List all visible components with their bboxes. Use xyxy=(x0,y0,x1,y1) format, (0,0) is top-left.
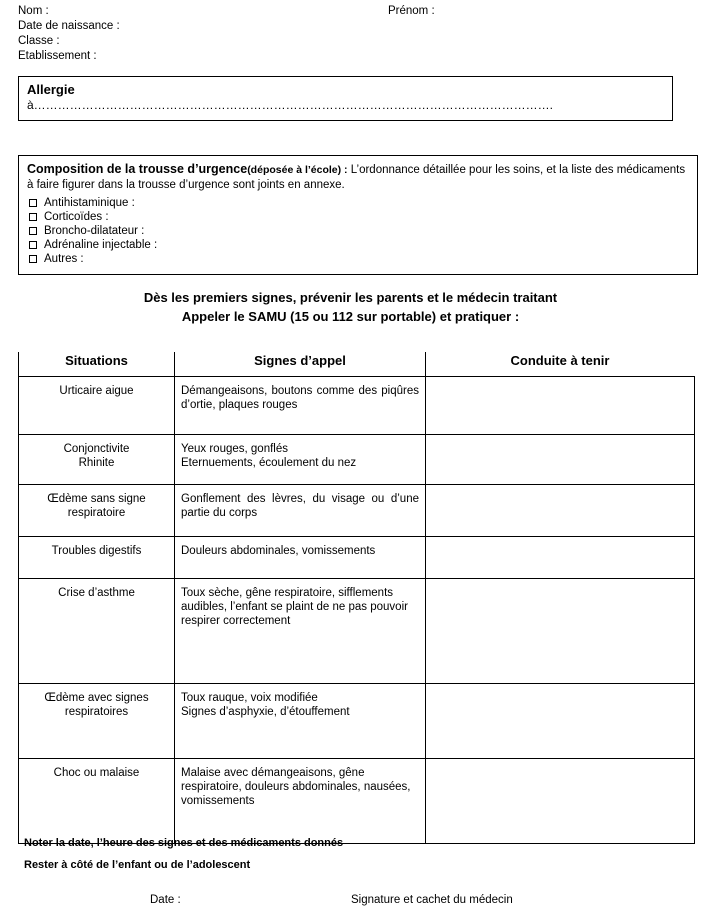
cell-conduite[interactable] xyxy=(426,485,695,537)
trousse-item-antihistaminique[interactable] xyxy=(27,196,689,210)
table-row xyxy=(19,579,695,684)
cell-signes xyxy=(175,579,426,684)
trousse-item-label: Broncho-dilatateur : xyxy=(44,225,145,237)
table-row xyxy=(19,377,695,435)
note-line-2: Rester à côté de l’enfant ou de l’adolescent xyxy=(24,859,251,871)
trousse-item-label: Adrénaline injectable : xyxy=(44,239,158,251)
cell-situation xyxy=(19,435,175,485)
footer-notes xyxy=(24,832,343,876)
checkbox-icon[interactable] xyxy=(29,213,37,221)
situation-text: Choc ou malaise xyxy=(53,767,140,779)
trousse-item-corticoides[interactable] xyxy=(27,210,689,224)
trousse-item-autres[interactable] xyxy=(27,252,689,266)
header-signes: Signes d’appel xyxy=(175,352,426,377)
situation-text: Œdème avec signes respiratoires xyxy=(44,692,149,718)
cell-signes xyxy=(175,435,426,485)
cell-situation xyxy=(19,537,175,579)
signes-text: Yeux rouges, gonflés Eternuements, écoulement du nez xyxy=(181,443,357,469)
trousse-item-adrenaline[interactable] xyxy=(27,238,689,252)
signes-text: Toux sèche, gêne respiratoire, sifflements audibles, l’enfant se plaint de ne pas pouvoir respirer correctement xyxy=(181,587,408,627)
conduite-text xyxy=(426,485,694,496)
signes-text: Toux rauque, voix modifiée Signes d’asphyxie, d’étouffement xyxy=(181,692,350,718)
checkbox-icon[interactable] xyxy=(29,255,37,263)
conduite-text xyxy=(426,579,694,590)
header-conduite: Conduite à tenir xyxy=(426,352,695,377)
trousse-item-label: Autres : xyxy=(44,253,84,265)
cell-conduite[interactable] xyxy=(426,377,695,435)
situation-text: Conjonctivite Rhinite xyxy=(63,443,130,469)
instruction-line-2: Appeler le SAMU (15 ou 112 sur portable) et pratiquer : xyxy=(181,309,520,324)
signs-actions-table xyxy=(18,352,695,844)
cell-situation xyxy=(19,759,175,844)
table-body xyxy=(19,377,695,844)
date-naissance-label: Date de naissance : xyxy=(18,20,120,32)
trousse-description: L’ordonnance détaillée pour les soins, et la liste des médicaments à faire figurer dans la trousse d’urgence sont joints en annexe. xyxy=(27,164,686,191)
cell-signes xyxy=(175,537,426,579)
trousse-title: Composition de la trousse d’urgence xyxy=(27,162,248,176)
table-row xyxy=(19,759,695,844)
table-row xyxy=(19,485,695,537)
table-header xyxy=(19,352,695,377)
conduite-text xyxy=(426,759,694,770)
instruction-line-1: Dès les premiers signes, prévenir les parents et le médecin traitant xyxy=(143,290,558,305)
cell-conduite[interactable] xyxy=(426,579,695,684)
trousse-item-label: Corticoïdes : xyxy=(44,211,109,223)
signes-text: Douleurs abdominales, vomissements xyxy=(181,545,376,557)
checkbox-icon[interactable] xyxy=(29,199,37,207)
trousse-item-label: Antihistaminique : xyxy=(44,197,135,209)
signes-text: Gonflement des lèvres, du visage ou d’une partie du corps xyxy=(181,493,419,519)
classe-label: Classe : xyxy=(18,35,60,47)
situation-text: Œdème sans signe respiratoire xyxy=(47,493,146,519)
cell-signes xyxy=(175,377,426,435)
date-field-label[interactable]: Date : xyxy=(150,894,181,906)
cell-conduite[interactable] xyxy=(426,435,695,485)
signes-text: Malaise avec démangeaisons, gêne respiratoire, douleurs abdominales, nausées, vomissements xyxy=(181,767,411,807)
cell-signes xyxy=(175,759,426,844)
identity-row-classe xyxy=(18,34,678,49)
etablissement-label: Etablissement : xyxy=(18,50,97,62)
emergency-instructions xyxy=(0,288,701,326)
identity-row-date xyxy=(18,19,678,34)
nom-label: Nom : xyxy=(18,5,49,17)
cell-conduite[interactable] xyxy=(426,759,695,844)
conduite-text xyxy=(426,537,694,548)
signature-label[interactable]: Signature et cachet du médecin xyxy=(351,894,513,906)
identity-block xyxy=(18,4,678,64)
trousse-urgence-box xyxy=(18,155,698,275)
cell-conduite[interactable] xyxy=(426,684,695,759)
situation-text: Troubles digestifs xyxy=(51,545,142,557)
conduite-text xyxy=(426,377,694,388)
cell-situation xyxy=(19,579,175,684)
allergie-box xyxy=(18,76,673,121)
cell-signes xyxy=(175,684,426,759)
cell-situation xyxy=(19,377,175,435)
table-row xyxy=(19,537,695,579)
trousse-item-broncho-dilatateur[interactable] xyxy=(27,224,689,238)
identity-row-nom xyxy=(18,4,678,19)
allergie-title: Allergie xyxy=(27,82,75,97)
prenom-label: Prénom : xyxy=(388,5,435,17)
signes-text: Démangeaisons, boutons comme des piqûres d’ortie, plaques rouges xyxy=(181,385,419,411)
cell-signes xyxy=(175,485,426,537)
conduite-text xyxy=(426,435,694,446)
note-line-1: Noter la date, l’heure des signes et des médicaments donnés xyxy=(24,837,344,849)
cell-conduite[interactable] xyxy=(426,537,695,579)
allergie-fill-line[interactable]: à…………………………………………………………………………………………………………………. xyxy=(27,98,554,112)
trousse-item-list xyxy=(27,196,689,266)
situation-text: Urticaire aigue xyxy=(59,385,134,397)
conduite-text xyxy=(426,684,694,695)
checkbox-icon[interactable] xyxy=(29,227,37,235)
table-row xyxy=(19,684,695,759)
cell-situation xyxy=(19,485,175,537)
cell-situation xyxy=(19,684,175,759)
header-situations: Situations xyxy=(19,352,175,377)
identity-row-etablissement xyxy=(18,49,678,64)
trousse-header-text xyxy=(27,162,689,193)
trousse-subtitle: (déposée à l’école) : xyxy=(247,164,348,176)
situation-text: Crise d’asthme xyxy=(58,587,135,599)
checkbox-icon[interactable] xyxy=(29,241,37,249)
table-row xyxy=(19,435,695,485)
table-header-row xyxy=(19,352,695,377)
